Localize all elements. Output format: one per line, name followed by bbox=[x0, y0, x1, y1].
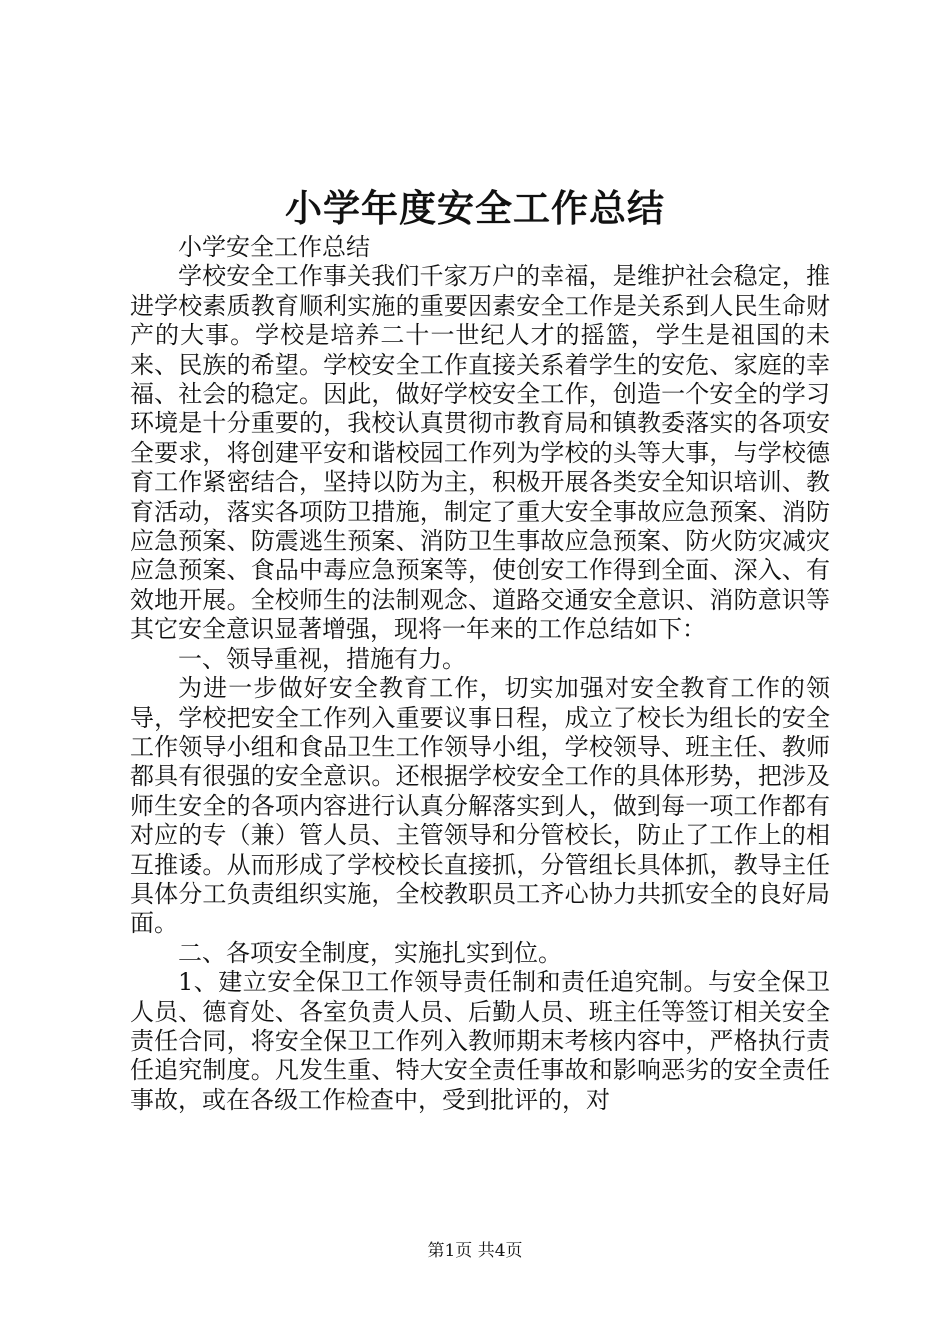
body-paragraph: 为进一步做好安全教育工作，切实加强对安全教育工作的领导，学校把安全工作列入重要议事日程，成立了校长为组长的安全工作领导小组和食品卫生工作领导小组，学校领导、班主任、教师都具有很强的安全意识。还根据学校安全工作的具体形势，把涉及师生安全的各项内容进行认真分解落实到人，做到每一项工作都有对应的专（兼）管人员、主管领导和分管校长，防止了工作上的相互推诿。从而形成了学校校长直接抓，分管组长具体抓，教导主任具体分工负责组织实施，全校教职员工齐心协力共抓安全的良好局面。 bbox=[130, 674, 830, 938]
page-footer: 第1页 共4页 bbox=[427, 1241, 523, 1261]
section-heading: 一、领导重视，措施有力。 bbox=[178, 644, 466, 673]
section-heading: 二、各项安全制度，实施扎实到位。 bbox=[178, 938, 562, 967]
document-body bbox=[130, 233, 830, 1115]
section-heading: 小学安全工作总结 bbox=[178, 233, 370, 261]
body-paragraph: 学校安全工作事关我们千家万户的幸福，是维护社会稳定，推进学校素质教育顺利实施的重要因素安全工作是关系到人民生命财产的大事。学校是培养二十一世纪人才的摇篮，学生是祖国的未来、民族的希望。学校安全工作直接关系着学生的安危、家庭的幸福、社会的稳定。因此，做好学校安全工作，创造一个安全的学习环境是十分重要的，我校认真贯彻市教育局和镇教委落实的各项安全要求，将创建平安和谐校园工作列为学校的头等大事，与学校德育工作紧密结合，坚持以防为主，积极开展各类安全知识培训、教育活动，落实各项防卫措施，制定了重大安全事故应急预案、消防应急预案、防震逃生预案、消防卫生事故应急预案、防火防灾减灾应急预案、食品中毒应急预案等，使创安工作得到全面、深入、有效地开展。全校师生的法制观念、道路交通安全意识、消防意识等其它安全意识显著增强，现将一年来的工作总结如下： bbox=[130, 262, 830, 644]
page-title: 小学年度安全工作总结 bbox=[285, 186, 665, 230]
body-paragraph: 1、建立安全保卫工作领导责任制和责任追究制。与安全保卫人员、德育处、各室负责人员、后勤人员、班主任等签订相关安全责任合同，将安全保卫工作列入教师期末考核内容中，严格执行责任追究制度。凡发生重、特大安全责任事故和影响恶劣的安全责任事故，或在各级工作检查中，受到批评的，对 bbox=[130, 968, 830, 1114]
